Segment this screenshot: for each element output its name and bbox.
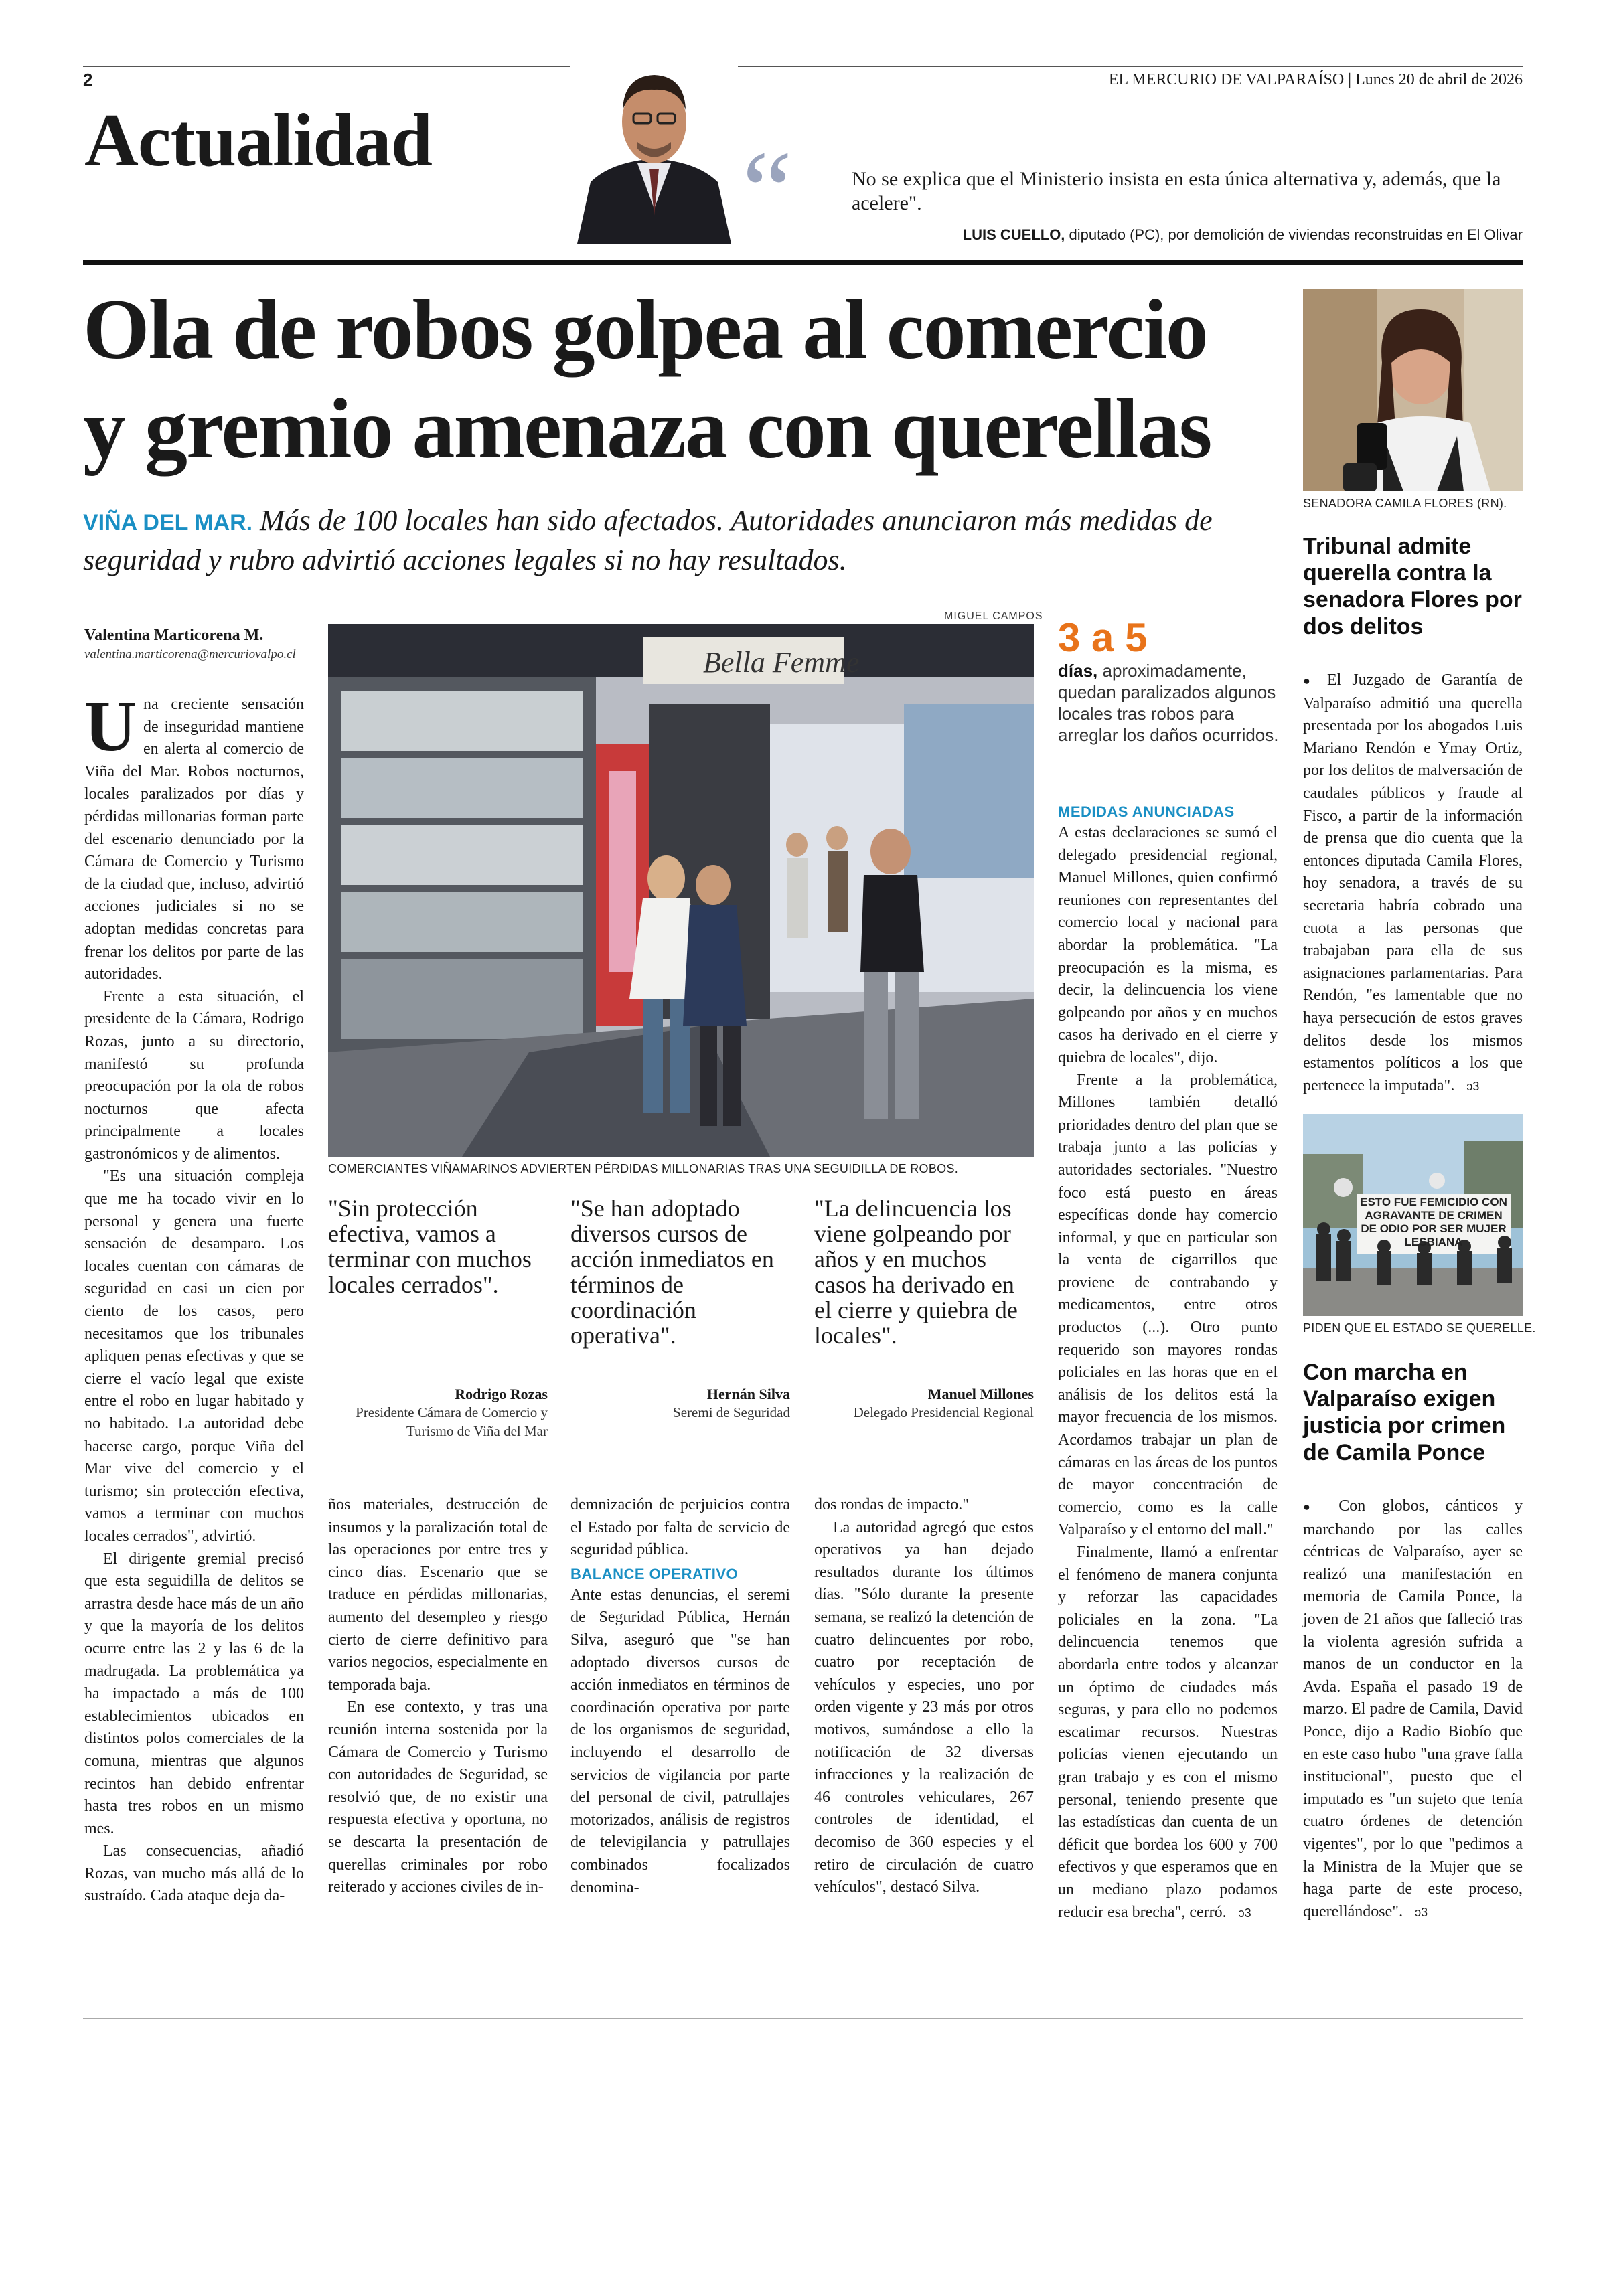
section-title: Actualidad: [84, 99, 432, 182]
quote-attrib-2: [570, 1386, 790, 1422]
paragraph: Ante estas denuncias, el seremi de Seguridad Pública, Hernán Silva, aseguró que "se han adoptado diversos cursos de acción inmediatos en términos de coordinación operativa por parte de los organismos de seguridad, incluyendo el desarrollo de servicios de vigilancia por parte del personal de civil, patrullajes motorizados, análisis de registros de televigilancia y patrullajes combinados focalizados denomina-: [570, 1586, 790, 1896]
headline: [83, 280, 1288, 478]
subhead-medidas: MEDIDAS ANUNCIADAS: [1058, 803, 1235, 820]
end-mark-icon: ↄ3: [1415, 1905, 1428, 1919]
end-mark-icon: ↄ3: [1238, 1906, 1251, 1920]
march-photo-caption: PIDEN QUE EL ESTADO SE QUERELLE.: [1303, 1321, 1536, 1335]
quote-box-1: [328, 1196, 549, 1297]
quote-mark-icon: “: [742, 128, 793, 254]
deck-text: Más de 100 locales han sido afectados. Autoridades anunciaron más medidas de seguridad y rubro advirtió acciones legales si no hay resultados.: [83, 504, 1213, 576]
paragraph: ● El Juzgado de Garantía de Valparaíso admitió una querella presentada por los abogados Luis Mariano Rendón e Ymay Ortiz, por los delitos de malversación de caudales públicos y fraude al Fisco, a partir de la información de prensa que dio cuenta que la entonces diputada Camila Flores, hoy senadora, a través de su secretaria habría cobrado una cuota a las personas que trabajaban para ella de sus asignaciones parlamentarias. Para Rendón, "es lamentable que no haya persecución de estos graves delitos desde los mismos estamentos políticos a los que pertenece la imputada". ↄ3: [1303, 671, 1523, 1094]
byline: [84, 627, 305, 662]
paragraph: A estas declaraciones se sumó el delegado presidencial regional, Manuel Millones, quien confirmó reuniones con representantes del comercio local y nacional para abordar la problemática. "La preocupación es la misma, es decir, la delincuencia los viene golpeando por años y en muchos casos ha derivado en el cierre y quiebra de locales", dijo.: [1058, 824, 1278, 1066]
header-quote-attribution: [963, 226, 1523, 244]
svg-text:Bella Femme: Bella Femme: [703, 646, 860, 679]
quote-role: Seremi de Seguridad: [673, 1404, 790, 1420]
quote-text: "Se han adoptado diversos cursos de acción inmediatos en términos de coordinación operativa".: [570, 1195, 774, 1349]
publication-name: EL MERCURIO DE VALPARAÍSO: [1108, 71, 1345, 88]
sidebar-story-2-body: [1303, 1495, 1523, 1924]
quote-name: Hernán Silva: [706, 1386, 790, 1402]
paragraph: El dirigente gremial precisó que esta seguidilla de delitos se arrastra desde hace más de un año y que la mayoría de los delitos ocurre entre las 2 y las 6 de la madrugada. La problemática ya ha impactado a más de 100 establecimientos ubicados en distintos polos comerciales de la comuna, mientras que algunos recintos han debido enfrentar hasta tres robos en un mismo mes.: [84, 1550, 304, 1837]
drop-cap: U: [84, 687, 137, 766]
quote-name: Manuel Millones: [927, 1386, 1034, 1402]
article-column-2: [328, 1494, 548, 1899]
article-column-5: [1058, 803, 1278, 1924]
paragraph: "Es una situación compleja que me ha tocado vivir en lo personal y genera una fuerte sensación de desamparo. Los locales cuentan con cámaras de seguridad en casi un cien por ciento de los casos, pero necesitamos que los tribunales apliquen penas efectivas y que se cierre el vacío legal que existe entre el robo en lugar habitado y no habitado. La autoridad debe hacerse cargo, porque Viña del Mar vive del comercio y el turismo; sin protección efectiva, vamos a terminar con muchos locales cerrados", advirtió.: [84, 1167, 304, 1545]
quote-context: diputado (PC), por demolición de viviendas reconstruidas en El Olivar: [1069, 226, 1523, 243]
photo-caption: COMERCIANTES VIÑAMARINOS ADVIERTEN PÉRDIDAS MILLONARIAS TRAS UNA SEGUIDILLA DE ROBOS.: [328, 1162, 959, 1175]
publication-date: Lunes 20 de abril de 2026: [1355, 71, 1523, 88]
headline-line-1: Ola de robos golpea al comercio: [83, 282, 1207, 377]
portrait-photo: [570, 48, 738, 244]
article-column-3: [570, 1494, 790, 1899]
quote-name: Rodrigo Rozas: [455, 1386, 548, 1402]
stat-description: [1058, 660, 1279, 746]
deck: [83, 502, 1261, 579]
subhead-balance: BALANCE OPERATIVO: [570, 1565, 739, 1582]
end-mark-icon: ↄ3: [1466, 1079, 1480, 1093]
sidebar-story-1-headline: Tribunal admite querella contra la senadora Flores por dos delitos: [1303, 534, 1522, 639]
article-column-4: [814, 1494, 1034, 1899]
paragraph: Frente a la problemática, Millones también detalló prioridades dentro del plan que se trabaja junto a las policías y autoridades sectoriales. "Nuestro foco está puesto en áreas específicas donde hay comercio informal, y que en particular son la venta de cigarrillos que proviene de contrabando y medicamentos, entre otros productos (...). Otro punto requerido son mayores rondas policiales en las horas que en el análisis de los delitos está la mayor frecuencia de los mismos. Acordamos trabajar un plan de cámaras en las áreas de los puntos de mayor concentración de comercio, como es la calle Valparaíso y el entorno del mall.": [1058, 1071, 1278, 1539]
quote-box-2: [570, 1196, 791, 1348]
paragraph: Las consecuencias, añadió Rozas, van mucho más allá de lo sustraído. Cada ataque deja da-: [84, 1842, 304, 1905]
quote-box-3: [814, 1196, 1035, 1348]
quote-text: "Sin protección efectiva, vamos a terminar con muchos locales cerrados".: [328, 1195, 532, 1298]
quote-role: Presidente Cámara de Comercio y Turismo de Viña del Mar: [356, 1404, 548, 1439]
quote-attrib-1: [328, 1386, 548, 1441]
paragraph: En ese contexto, y tras una reunión interna sostenida por la Cámara de Comercio y Turismo con autoridades de Seguridad, se resolvió que, de no existir una respuesta efectiva y oportuna, no se descarta la presentación de querellas criminales por robo reiterado y acciones civiles de in-: [328, 1698, 548, 1896]
paragraph: La autoridad agregó que estos operativos ya han dejado resultados durante los últimos días. "Sólo durante la presente semana, se realizó la detención de cuatro delincuentes por robo, cuatro por receptación de vehículos y especies, uno por orden vigente y 23 más por otros motivos, sumándose a ello la notificación de 32 diversas infracciones y la realización de 46 controles vehiculares, 267 controles de identidad, el decomiso de 360 especies y el retiro de circulación de cuatro vehículos", destacó Silva.: [814, 1518, 1034, 1896]
stat-number: 3 a 5: [1058, 615, 1148, 660]
headline-line-2: y gremio amenaza con querellas: [83, 381, 1211, 476]
stat-text: aproximadamente, quedan paralizados algunos locales tras robos para arreglar los daños ocurridos.: [1058, 661, 1279, 745]
page-number: 2: [83, 70, 93, 90]
publication-info: EL MERCURIO DE VALPARAÍSO | Lunes 20 de abril de 2026: [1108, 71, 1523, 88]
header-pull-quote: No se explica que el Ministerio insista en esta única alternativa y, además, que la acelere".: [852, 168, 1501, 214]
paragraph: dos rondas de impacto.": [814, 1496, 970, 1513]
quote-attrib-3: [814, 1386, 1034, 1422]
stat-unit: días,: [1058, 661, 1098, 681]
bullet-icon: ●: [1303, 1500, 1339, 1513]
paragraph: Finalmente, llamó a enfrentar el fenómeno de manera conjunta y reforzar las capacidades policiales en la zona. "La delincuencia tenemos que abordarla entre todos y alcanzar un óptimo de ciudades más seguras, y para ello no podemos escatimar recursos. Nuestras policías vienen ejecutando un gran trabajo y es con el mismo personal, teniendo presente que las estadísticas dan cuenta de un déficit que bordea los 600 y 700 efectivos y que esperamos que en un mediano plazo podamos reducir esa brecha", cerró. ↄ3: [1058, 1544, 1278, 1921]
march-photo: [1303, 1114, 1523, 1316]
paragraph: Frente a esta situación, el presidente de la Cámara, Rodrigo Rozas, junto a su directorio, manifestó su profunda preocupación por la ola de robos nocturnos que afecta principalmente a locales gastronómicos y de alimentos.: [84, 987, 304, 1163]
byline-email: valentina.marticorena@mercuriovalpo.cl: [84, 647, 296, 661]
article-column-1: [84, 687, 304, 1908]
photo-credit: MIGUEL CAMPOS: [944, 610, 1043, 622]
paragraph: na creciente sensación de inseguridad mantiene en alerta al comercio de Viña del Mar. Robos nocturnos, locales paralizados por días y pérdidas millonarias forman parte del escenario denunciado por la Cámara de Comercio y Turismo de la ciudad que, incluso, advirtió acciones judiciales si no se adoptan medidas concretas para frenar los delitos por parte de las autoridades.: [84, 695, 304, 983]
quote-role: Delegado Presidencial Regional: [853, 1404, 1034, 1420]
dateline: VIÑA DEL MAR.: [83, 510, 253, 536]
sidebar-story-1-body: [1303, 669, 1523, 1098]
paragraph: ● Con globos, cánticos y marchando por las calles céntricas de Valparaíso, ayer se realizó una manifestación en memoria de Camila Ponce, la joven de 21 años que falleció tras la violenta agresión sufrida a manos de un conductor en la Avda. España el pasado 19 de marzo. El padre de Camila, David Ponce, dijo a Radio Biobío que en este caso hubo "una grave falla institucional", puesto que el imputado es "un sujeto que tenía cuatro órdenes de detención vigentes", por lo que "pedimos a la Ministra de la Mujer que se haga parte de este proceso, querellándose". ↄ3: [1303, 1497, 1523, 1920]
quote-text: "La delincuencia los viene golpeando por años y en muchos casos ha derivado en el cierre y quiebra de locales".: [814, 1195, 1018, 1349]
march-banner-text: ESTO FUE FEMICIDIO CON AGRAVANTE DE CRIMEN DE ODIO POR SER MUJER LESBIANA: [1360, 1196, 1507, 1248]
senator-photo-caption: SENADORA CAMILA FLORES (RN).: [1303, 497, 1507, 510]
stat-box: [1058, 616, 1279, 746]
byline-name: Valentina Marticorena M.: [84, 627, 264, 644]
sidebar-story-2-headline: Con marcha en Valparaíso exigen justicia por crimen de Camila Ponce: [1303, 1360, 1506, 1465]
senator-photo: [1303, 289, 1523, 491]
paragraph: demnización de perjuicios contra el Estado por falta de servicio de seguridad pública.: [570, 1496, 790, 1559]
bullet-icon: ●: [1303, 674, 1327, 687]
paragraph: ños materiales, destrucción de insumos y la paralización total de las operaciones por entre tres y cinco días. Escenario que se traduce en pérdidas millonarias, aumento del desempleo y riesgo cierto de cierre definitivo para varios negocios, especialmente en temporada baja.: [328, 1496, 548, 1694]
quote-author: LUIS CUELLO,: [962, 226, 1065, 243]
main-photo: [328, 624, 1034, 1157]
